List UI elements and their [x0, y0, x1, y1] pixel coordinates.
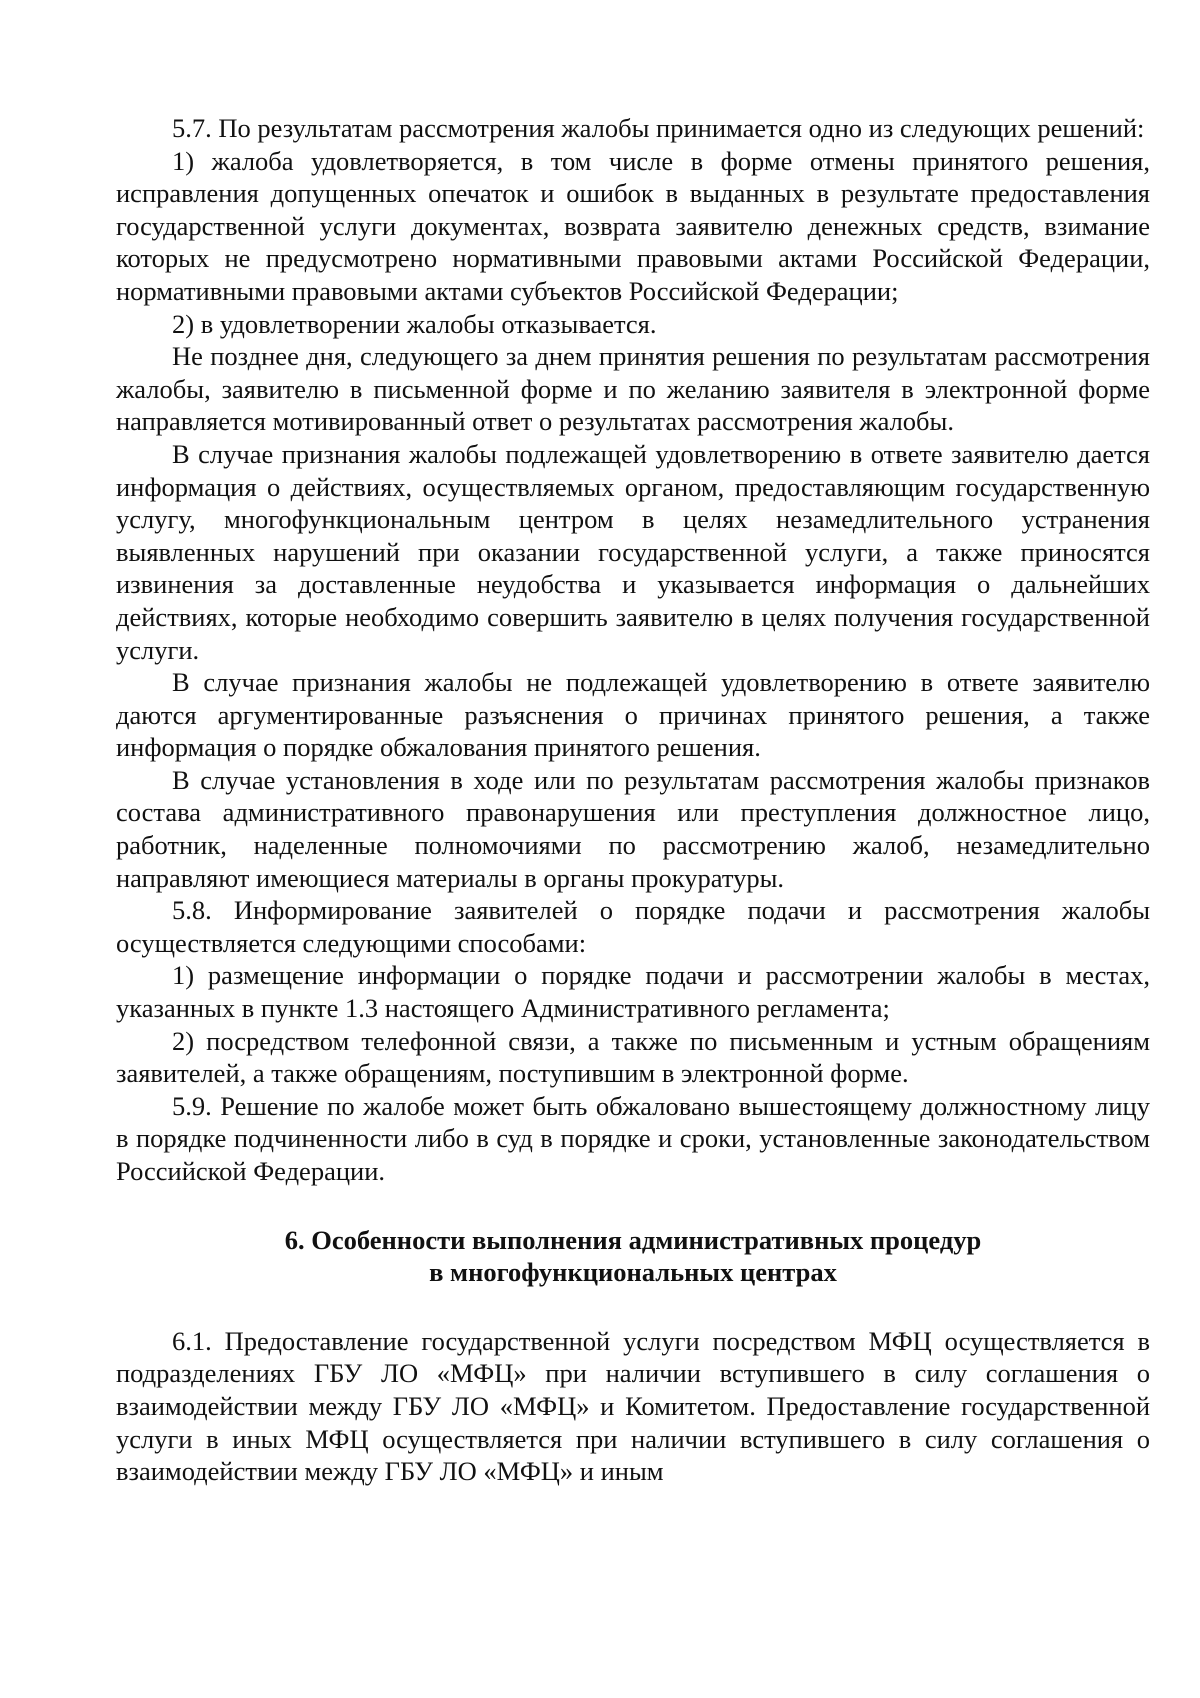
- paragraph-prosecution: В случае установления в ходе или по результатам рассмотрения жалобы признаков состава административного правонарушения или преступления должностное лицо, работник, наделенные полномочиями по рассмотрению жалоб, незамедлительно направляют имеющиеся материалы в органы прокуратуры.: [116, 764, 1150, 893]
- paragraph-5-8-item-1: 1) размещение информации о порядке подачи и рассмотрении жалобы в местах, указанных в пункте 1.3 настоящего Административного регламента;: [116, 960, 1150, 1024]
- paragraph-5-8: 5.8. Информирование заявителей о порядке подачи и рассмотрения жалобы осуществляется следующими способами:: [116, 895, 1150, 958]
- paragraph-5-8-item-2: 2) посредством телефонной связи, а также по письменным и устным обращениям заявителей, а также обращениям, поступившим в электронной форме.: [116, 1025, 1150, 1089]
- paragraph-response-deadline: Не позднее дня, следующего за днем принятия решения по результатам рассмотрения жалобы, заявителю в письменной форме и по желанию заявителя в электронной форме направляется мотивированный ответ о результатах рассмотрения жалобы.: [116, 341, 1150, 437]
- paragraph-6-1: 6.1. Предоставление государственной услуги посредством МФЦ осуществляется в подразделениях ГБУ ЛО «МФЦ» при наличии вступившего в силу соглашения о взаимодействии между ГБУ ЛО «МФЦ» и Комитетом. Предоставление государственной услуги в иных МФЦ осуществляется при наличии вступившего в силу соглашения о взаимодействии между ГБУ ЛО «МФЦ» и иным: [116, 1325, 1150, 1487]
- paragraph-5-7-item-1: 1) жалоба удовлетворяется, в том числе в форме отмены принятого решения, исправления допущенных опечаток и ошибок в выданных в результате предоставления государственной услуги документах, возврата заявителю денежных средств, взимание которых не предусмотрено нормативными правовыми актами Российской Федерации, нормативными правовыми актами субъектов Российской Федерации;: [116, 145, 1150, 306]
- paragraph-5-7-item-2: 2) в удовлетворении жалобы отказывается.: [172, 308, 657, 339]
- paragraph-complaint-upheld: В случае признания жалобы подлежащей удовлетворению в ответе заявителю дается информация о действиях, осуществляемых органом, предоставляющим государственную услугу, многофункциональным центром в целях незамедлительного устранения выявленных нарушений при оказании государственной услуги, а также приносятся извинения за доставленные неудобства и указывается информация о дальнейших действиях, которые необходимо совершить заявителю в целях получения государственной услуги.: [116, 438, 1150, 665]
- section-heading: [116, 1224, 1150, 1289]
- paragraph-5-7: 5.7. По результатам рассмотрения жалобы принимается одно из следующих решений:: [172, 113, 1145, 143]
- paragraph-5-9: 5.9. Решение по жалобе может быть обжаловано вышестоящему должностному лицу в порядке подчиненности либо в суд в порядке и сроки, установленные законодательством Российской Федерации.: [116, 1090, 1150, 1186]
- paragraph-complaint-rejected: В случае признания жалобы не подлежащей удовлетворению в ответе заявителю даются аргументированные разъяснения о причинах принятого решения, а также информация о порядке обжалования принятого решения.: [116, 667, 1150, 763]
- document-body: [116, 112, 1150, 1488]
- section-6-title-line-2: в многофункциональных центрах: [429, 1257, 837, 1288]
- section-6-title-line-1: 6. Особенности выполнения административных процедур: [284, 1224, 982, 1255]
- section-6-title: [116, 1224, 1150, 1289]
